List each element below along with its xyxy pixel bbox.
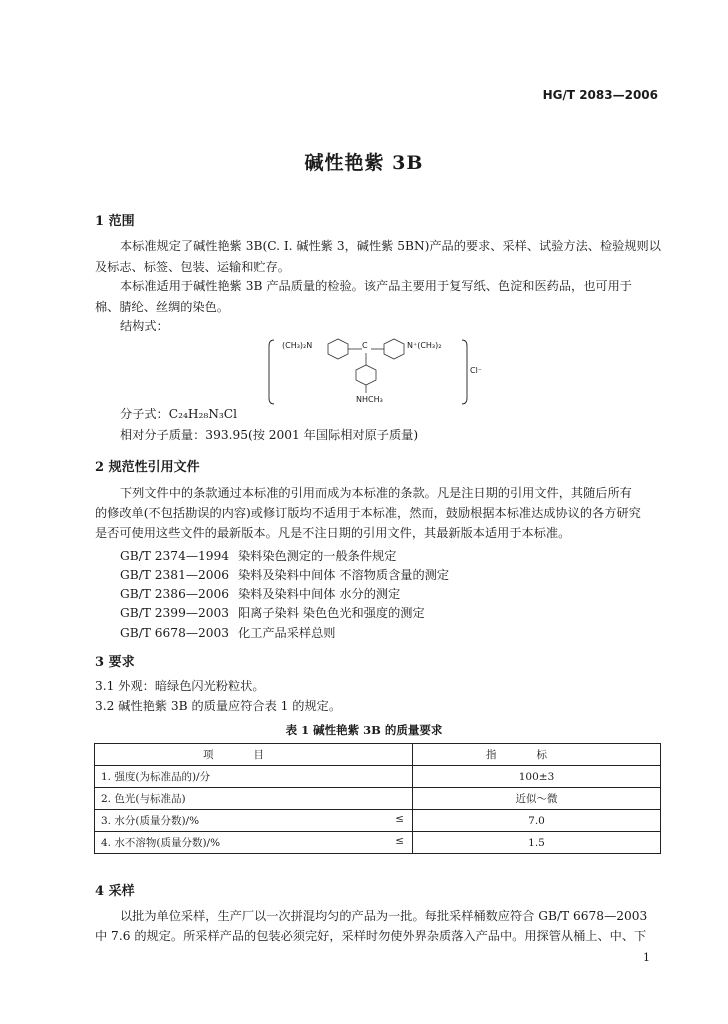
formula-right-group: N⁺(CH₃)₂ <box>407 341 442 350</box>
table-row <box>95 810 661 832</box>
benzene-ring-bottom <box>356 365 376 385</box>
right-bracket <box>462 340 467 404</box>
scope-paragraph-2-line-2: 棉、腈纶、丝绸的染色。 <box>95 300 230 314</box>
left-bracket <box>269 340 274 404</box>
sampling-paragraph-line-2: 中 7.6 的规定。所采样产品的包装必须完好，采样时勿使外界杂质落入产品中。用探管从桶上、中、下 <box>95 929 647 943</box>
reference-title: 阳离子染料 染色色光和强度的测定 <box>238 606 425 620</box>
section-heading-normative-references: 2 规范性引用文件 <box>95 460 200 475</box>
references-paragraph-line-2: 的修改单(不包括勘误的内容)或修订版均不适用于本标准，然而，鼓励根据本标准达成协议的各方研究 <box>95 506 641 520</box>
reference-code: GB/T 2374—1994 <box>120 549 230 563</box>
formula-bottom-group: NHCH₃ <box>356 395 383 404</box>
formula-left-group: (CH₃)₂N <box>282 341 313 350</box>
reference-title: 化工产品采样总则 <box>238 626 336 640</box>
section-heading-sampling: 4 采样 <box>95 884 135 899</box>
row-item: 3. 水分(质量分数)/% <box>101 815 200 827</box>
table-header-row <box>95 744 661 766</box>
table-row <box>95 788 661 810</box>
scope-paragraph-2-line-1: 本标准适用于碱性艳紫 3B 产品质量的检验。该产品主要用于复写纸、色淀和医药品，也可用于 <box>120 279 632 293</box>
molecular-formula: 分子式：C₂₄H₂₈N₃Cl <box>120 407 238 421</box>
scope-paragraph-1-line-2: 及标志、标签、包装、运输和贮存。 <box>95 260 290 274</box>
requirement-3-2: 3.2 碱性艳紫 3B 的质量应符合表 1 的规定。 <box>95 699 342 713</box>
structural-formula <box>268 338 488 406</box>
reference-code: GB/T 6678—2003 <box>120 626 230 640</box>
formula-central-carbon: C <box>362 341 368 350</box>
structure-label: 结构式： <box>120 319 169 333</box>
column-header-item: 项目 <box>95 744 413 766</box>
requirement-3-1: 3.1 外观：暗绿色闪光粉粒状。 <box>95 679 265 693</box>
benzene-ring-left <box>328 339 348 359</box>
row-item: 1. 强度(为标准品的)/分 <box>95 766 413 788</box>
page-number: 1 <box>643 951 650 964</box>
references-paragraph-line-1: 下列文件中的条款通过本标准的引用而成为本标准的条款。凡是注日期的引用文件，其随后所有 <box>120 486 632 500</box>
row-item: 2. 色光(与标准品) <box>95 788 413 810</box>
reference-item <box>120 566 449 583</box>
section-heading-scope: 1 范围 <box>95 214 135 229</box>
quality-requirements-table <box>94 743 661 854</box>
reference-title: 染料及染料中间体 不溶物质含量的测定 <box>238 568 450 582</box>
row-item-cell <box>95 810 413 832</box>
scope-paragraph-1-line-1: 本标准规定了碱性艳紫 3B(C. I. 碱性紫 3，碱性紫 5BN)产品的要求、采样、试验方法、检验规则以 <box>120 239 661 253</box>
reference-item <box>120 604 425 621</box>
sampling-paragraph-line-1: 以批为单位采样，生产厂以一次拼混均匀的产品为一批。每批采样桶数应符合 GB/T 6678—2003 <box>120 909 648 923</box>
document-title: 碱性艳紫 3B <box>304 152 424 174</box>
reference-code: GB/T 2386—2006 <box>120 587 230 601</box>
reference-title: 染料染色测定的一般条件规定 <box>238 549 397 563</box>
reference-item <box>120 624 336 641</box>
reference-title: 染料及染料中间体 水分的测定 <box>238 587 401 601</box>
row-item-cell <box>95 832 413 854</box>
reference-code: GB/T 2399—2003 <box>120 606 230 620</box>
references-paragraph-line-3: 是否可使用这些文件的最新版本。凡是不注日期的引用文件，其最新版本适用于本标准。 <box>95 526 571 540</box>
less-equal-symbol: ≤ <box>395 835 404 847</box>
table-row <box>95 766 661 788</box>
column-header-value: 指标 <box>413 744 661 766</box>
row-item: 4. 水不溶物(质量分数)/% <box>101 837 221 849</box>
row-value: 近似～微 <box>413 788 661 810</box>
table-row <box>95 832 661 854</box>
reference-item <box>120 547 396 564</box>
reference-code: GB/T 2381—2006 <box>120 568 230 582</box>
benzene-ring-right <box>384 339 404 359</box>
standard-number: HG/T 2083—2006 <box>542 88 658 102</box>
row-value: 100±3 <box>413 766 661 788</box>
row-value: 1.5 <box>413 832 661 854</box>
section-heading-requirements: 3 要求 <box>95 655 135 670</box>
formula-counter-ion: Cl⁻ <box>470 366 483 375</box>
row-value: 7.0 <box>413 810 661 832</box>
molecular-weight: 相对分子质量：393.95(按 2001 年国际相对原子质量) <box>120 428 419 442</box>
less-equal-symbol: ≤ <box>395 813 404 825</box>
table-caption: 表 1 碱性艳紫 3B 的质量要求 <box>285 723 443 737</box>
reference-item <box>120 585 400 602</box>
